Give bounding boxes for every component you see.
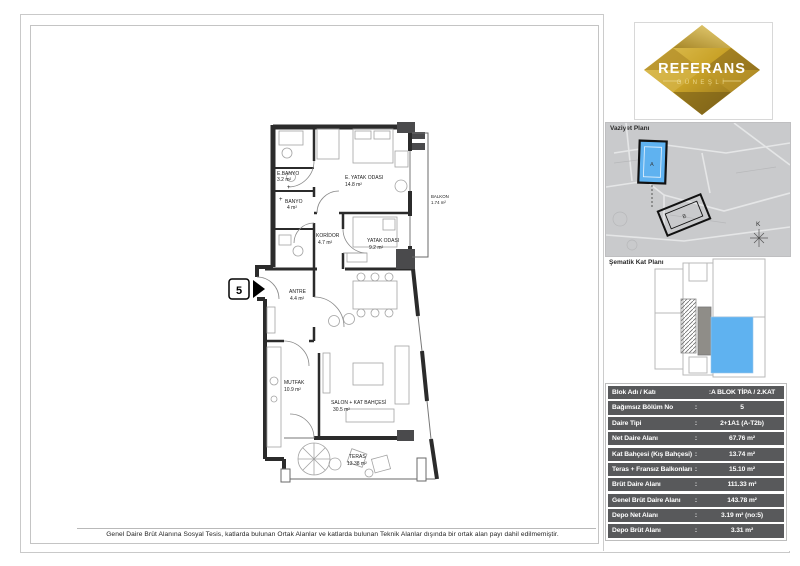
unit-data-table [605,383,787,541]
room-label: E.BANYO [277,171,300,177]
schematic-drawing [605,257,789,381]
svg-text:SALON + KAT BAHÇESİ: SALON + KAT BAHÇESİ [331,400,387,406]
table-row: Depo Brüt Alanı : 3.31 m² [608,524,784,537]
balcony-outline [412,133,428,257]
unit-number: 5 [235,285,243,297]
table-row: Daire Tipi : 2+1A1 (A-T2b) [608,417,784,430]
svg-text:KORİDOR: KORİDOR [316,233,340,239]
table-row: Genel Brüt Daire Alanı : 143.78 m² [608,494,784,507]
north-compass-icon [750,221,768,247]
svg-text:BALKON: BALKON [431,194,449,199]
sheet-note: Genel Daire Brüt Alanına Sosyal Tesis, katlarda bulunan Ortak Alanlar ve katlarda bulunan Teknik Alanlar dışında bir ortak alan payı dahil edilmemiştir. [106,531,559,538]
note-divider [77,528,596,529]
schematic-core-stairs [681,299,696,353]
svg-text:B: B [681,213,688,221]
svg-text:TERAS: TERAS [349,454,366,460]
svg-text:9.2 m²: 9.2 m² [369,245,384,251]
svg-text:MUTFAK: MUTFAK [284,380,305,386]
logo-sub: GÜNEŞLİ [676,80,728,86]
table-row: Brüt Daire Alanı : 111.33 m² [608,478,784,491]
schematic-highlighted-unit [711,317,753,373]
svg-text:E. YATAK ODASI: E. YATAK ODASI [345,175,384,181]
logo-brand: REFERANS [658,61,746,77]
schematic-core-elevator [698,307,711,355]
table-row: Bağımsız Bölüm No : 5 [608,401,784,414]
unit-number-badge [229,279,265,299]
svg-text:ANTRE: ANTRE [289,289,306,295]
svg-text:4 m²: 4 m² [287,205,297,211]
site-plan-title: Vaziyet Planı [610,125,650,132]
svg-text:BANYO: BANYO [285,199,303,205]
svg-text:4.7 m²: 4.7 m² [318,240,333,246]
schematic-panel [605,257,789,381]
referans-logo-icon [635,23,770,117]
svg-text:K: K [756,221,761,228]
terrace-furniture [298,443,391,477]
site-block-a [638,141,666,184]
entrance-arrow-icon [253,280,265,298]
site-plan-panel [605,122,791,257]
svg-text:30.5 m²: 30.5 m² [333,407,350,413]
table-row: Kat Bahçesi (Kış Bahçesi) : 13.74 m² [608,448,784,461]
svg-text:4.4 m²: 4.4 m² [290,296,305,302]
table-row: Net Daire Alanı : 67.76 m² [608,432,784,445]
svg-text:1.74 m²: 1.74 m² [431,200,446,205]
svg-text:YATAK ODASI: YATAK ODASI [367,238,400,244]
site-plan-drawing [606,123,790,256]
svg-text:10.9 m²: 10.9 m² [284,387,301,393]
logo-box [634,22,773,120]
room-labels [277,171,449,467]
table-row: Teras + Fransız Balkonları : 15.10 m² [608,463,784,476]
svg-text:+: + [279,197,283,203]
floor-plan-sheet [30,25,599,544]
table-row: Depo Net Alanı : 3.19 m² (no:5) [608,509,784,522]
svg-text:3.2 m²: 3.2 m² [277,177,292,183]
svg-text:A: A [649,161,654,169]
table-row: Blok Adı / Katı :A BLOK TİPA / 2.KAT [608,386,784,399]
floor-plan-drawing [31,26,598,543]
schematic-title: Şematik Kat Planı [609,259,664,266]
svg-text:+: + [287,185,291,191]
site-block-b [658,194,710,235]
info-column [603,14,790,551]
svg-text:14.8 m²: 14.8 m² [345,182,362,188]
svg-text:13.38 m²: 13.38 m² [347,461,367,467]
